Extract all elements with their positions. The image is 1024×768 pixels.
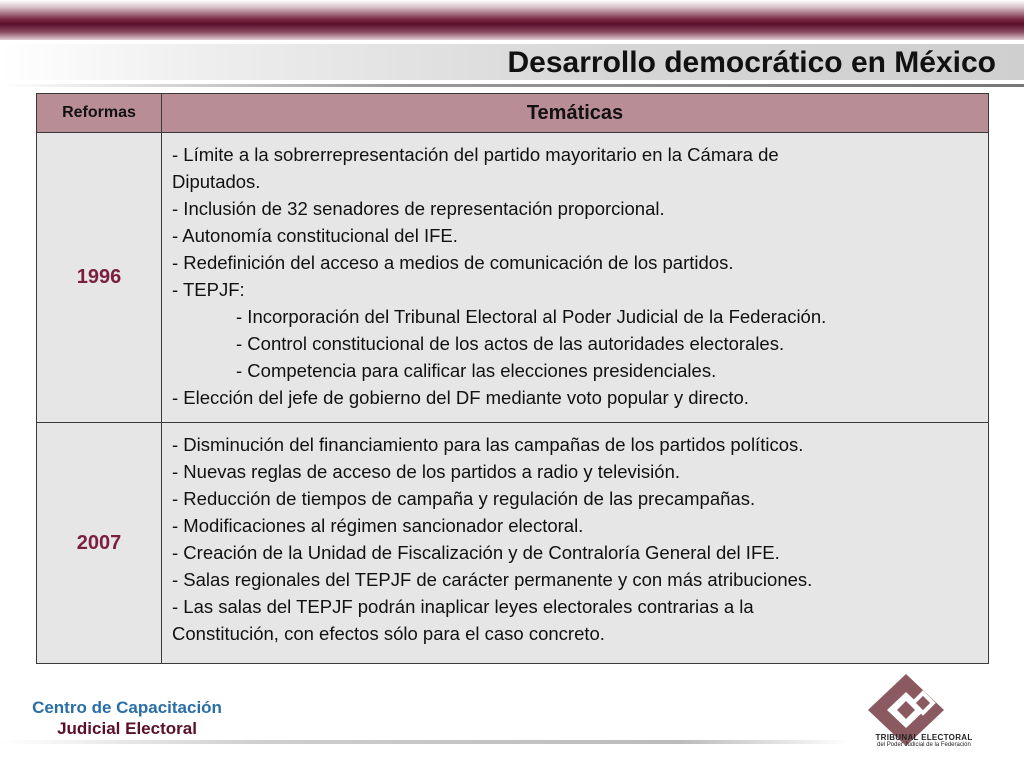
- table-row: [37, 423, 989, 664]
- year-cell: 2007: [37, 423, 162, 664]
- training-center-line1: Centro de Capacitación: [32, 698, 222, 717]
- reforms-table: [36, 93, 989, 664]
- topic-subitem: - Incorporación del Tribunal Electoral al Poder Judicial de la Federación.: [236, 306, 827, 327]
- topic-item: - Disminución del financiamiento para las campañas de los partidos políticos.: [172, 434, 804, 455]
- logo-name: TRIBUNAL ELECTORAL: [875, 733, 973, 742]
- header-tematicas: Temáticas: [162, 94, 989, 133]
- topic-item: - Autonomía constitucional del IFE.: [172, 225, 458, 246]
- topics-cell: [162, 423, 989, 664]
- topic-subitem: - Competencia para calificar las elecciones presidenciales.: [236, 360, 717, 381]
- footer-divider: [0, 740, 850, 744]
- title-divider: [0, 84, 1024, 87]
- topic-item: Diputados.: [172, 171, 261, 192]
- training-center-line2: Judicial Electoral: [57, 719, 197, 738]
- logo-subtitle: del Poder Judicial de la Federación: [877, 742, 971, 748]
- topic-subitem: - Control constitucional de los actos de las autoridades electorales.: [236, 333, 785, 354]
- top-decorative-band: [0, 0, 1024, 40]
- topic-item: - Las salas del TEPJF podrán inaplicar leyes electorales contrarias a la: [172, 596, 754, 617]
- topic-item: - TEPJF:: [172, 279, 245, 300]
- logo-caption: [866, 733, 982, 748]
- topic-item: - Salas regionales del TEPJF de carácter permanente y con más atribuciones.: [172, 569, 813, 590]
- table-header-row: [37, 94, 989, 133]
- slide-title: Desarrollo democrático en México: [507, 46, 996, 79]
- training-center-name: [12, 697, 242, 739]
- topic-item: Constitución, con efectos sólo para el caso concreto.: [172, 623, 605, 644]
- header-reformas: Reformas: [37, 94, 162, 133]
- topic-item: - Modificaciones al régimen sancionador electoral.: [172, 515, 584, 536]
- topic-item: - Elección del jefe de gobierno del DF mediante voto popular y directo.: [172, 387, 749, 408]
- topic-item: - Nuevas reglas de acceso de los partidos a radio y televisión.: [172, 461, 680, 482]
- topic-item: - Redefinición del acceso a medios de comunicación de los partidos.: [172, 252, 734, 273]
- topic-item: - Creación de la Unidad de Fiscalización y de Contraloría General del IFE.: [172, 542, 780, 563]
- year-cell: 1996: [37, 133, 162, 423]
- topic-item: - Reducción de tiempos de campaña y regulación de las precampañas.: [172, 488, 756, 509]
- topics-cell: [162, 133, 989, 423]
- topic-item: - Inclusión de 32 senadores de representación proporcional.: [172, 198, 665, 219]
- table-row: [37, 133, 989, 423]
- topic-item: - Límite a la sobrerrepresentación del partido mayoritario en la Cámara de: [172, 144, 779, 165]
